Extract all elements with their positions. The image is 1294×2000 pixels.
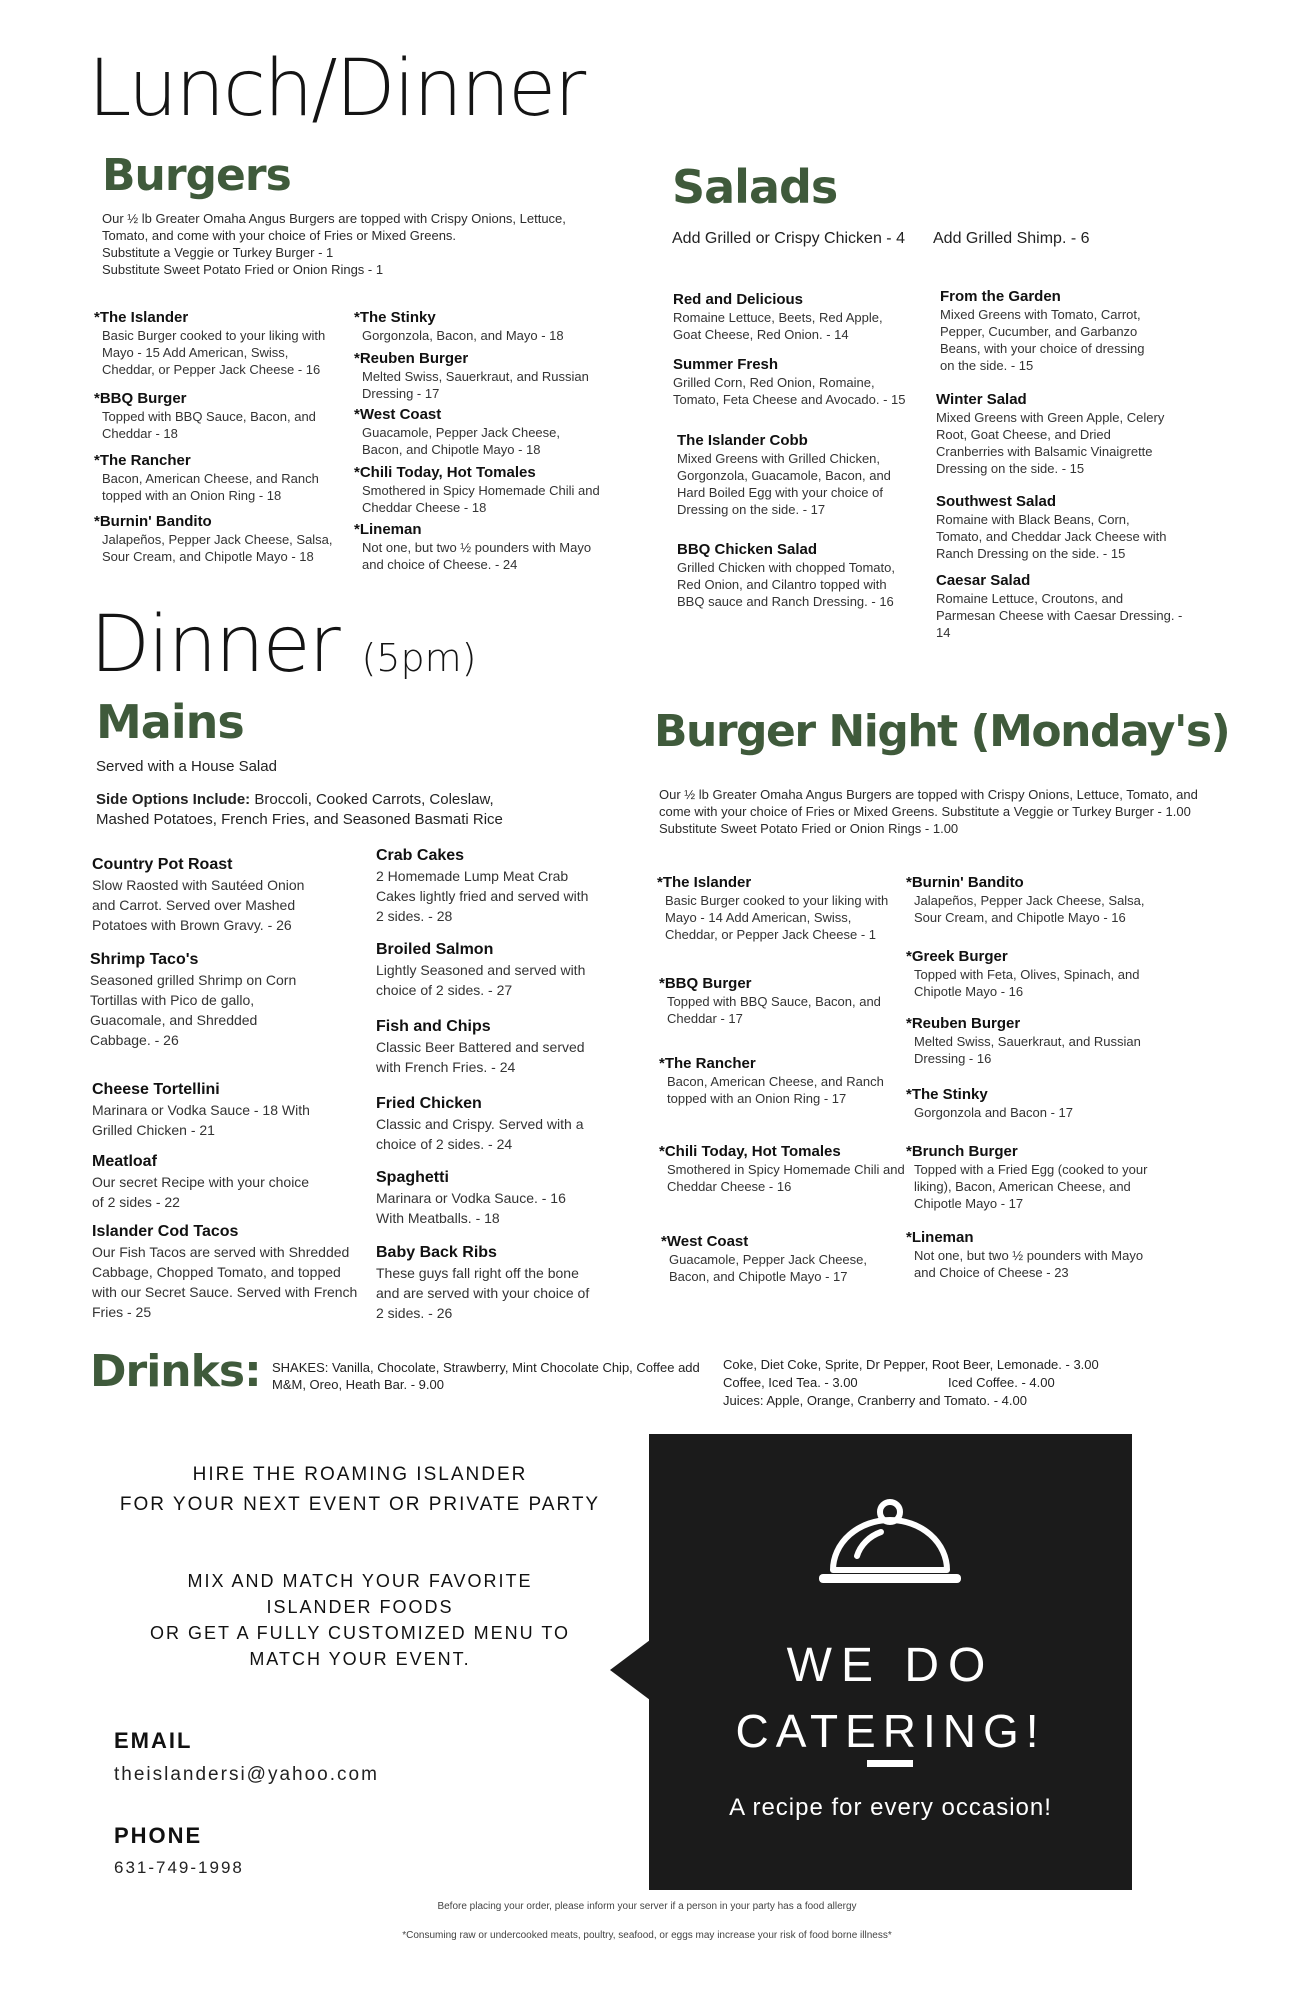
mains-title: Mains <box>96 695 244 749</box>
menu-item: *Chili Today, Hot Tomales Smothered in Spicy Homemade Chili and Cheddar Cheese - 16 <box>659 1143 905 1194</box>
page-title: Lunch/Dinner <box>88 44 585 134</box>
burger-night-intro: Our ½ lb Greater Omaha Angus Burgers are topped with Crispy Onions, Lettuce, Tomato, and come with your choice of Fries or Mixed Greens. Substitute a Veggie or Turkey Burger - 1.00 Substitute Sweet Potato Fried or Onion Rings - 1.00 <box>659 787 1198 836</box>
sides-label: Side Options Include: <box>96 791 251 808</box>
hire-line-2: FOR YOUR NEXT EVENT OR PRIVATE PARTY <box>119 1494 601 1515</box>
dinner-title <box>90 600 476 703</box>
menu-item: Country Pot Roast Slow Raosted with Sautéed Onion and Carrot. Served over Mashed Potatoes with Brown Gravy. - 26 <box>92 856 305 933</box>
menu-item: *The Islander Basic Burger cooked to your liking with Mayo - 15 Add American, Swiss, Cheddar, or Pepper Jack Cheese - 16 <box>94 309 326 377</box>
mains-sides <box>96 790 516 830</box>
mix-line-3: OR GET A FULLY CUSTOMIZED MENU TO <box>149 1623 571 1643</box>
burger-night-title: Burger Night (Monday's) <box>654 706 1230 757</box>
menu-item: Winter Salad Mixed Greens with Green Apple, Celery Root, Goat Cheese, and Dried Cranberries with Balsamic Vinaigrette Dressing on the side. - 15 <box>936 391 1165 476</box>
mix-line-4: MATCH YOUR EVENT. <box>249 1649 471 1669</box>
menu-item: Fish and Chips Classic Beer Battered and served with French Fries. - 24 <box>376 1018 585 1075</box>
phone-number[interactable]: 631-749-1998 <box>114 1858 244 1877</box>
menu-item: Crab Cakes 2 Homemade Lump Meat Crab Cakes lightly fried and served with 2 sides. - 28 <box>376 847 589 924</box>
salads-title: Salads <box>672 160 838 214</box>
menu-item: Caesar Salad Romaine Lettuce, Croutons, and Parmesan Cheese with Caesar Dressing. - 14 <box>936 572 1183 640</box>
salad-add-shrimp: Add Grilled Shimp. - 6 <box>933 230 1090 247</box>
menu-item: *Lineman Not one, but two ½ pounders with Mayo and Choice of Cheese - 23 <box>906 1229 1144 1280</box>
menu-item: Red and Delicious Romaine Lettuce, Beets, Red Apple, Goat Cheese, Red Onion. - 14 <box>673 291 883 342</box>
email-label: EMAIL <box>114 1728 193 1753</box>
menu-item: The Islander Cobb Mixed Greens with Grilled Chicken, Gorgonzola, Guacamole, Bacon, and Hard Boiled Egg with your choice of Dressing on the side. - 17 <box>677 432 891 517</box>
drinks-title: Drinks: <box>90 1346 261 1397</box>
allergy-notice: Before placing your order, please inform your server if a person in your party has a food allergy <box>437 1901 857 1912</box>
catering-text: CATERING! <box>735 1705 1046 1757</box>
dinner-time: (5pm) <box>361 636 477 680</box>
drinks-juices: Juices: Apple, Orange, Cranberry and Tomato. - 4.00 <box>723 1393 1027 1408</box>
menu-item: *Reuben Burger Melted Swiss, Sauerkraut, and Russian Dressing - 16 <box>906 1015 1141 1066</box>
drinks-sodas: Coke, Diet Coke, Sprite, Dr Pepper, Root Beer, Lemonade. - 3.00 <box>723 1357 1099 1372</box>
menu-item: Fried Chicken Classic and Crispy. Served with a choice of 2 sides. - 24 <box>376 1095 584 1152</box>
menu-item: Summer Fresh Grilled Corn, Red Onion, Romaine, Tomato, Feta Cheese and Avocado. - 15 <box>673 356 906 407</box>
menu-item: Spaghetti Marinara or Vodka Sauce. - 16 With Meatballs. - 18 <box>376 1169 566 1226</box>
email-address[interactable]: theislandersi@yahoo.com <box>114 1764 379 1785</box>
menu-item: Islander Cod Tacos Our Fish Tacos are served with Shredded Cabbage, Chopped Tomato, and topped with our Secret Sauce. Served with French Fries - 25 <box>92 1223 358 1320</box>
catering-pointer <box>610 1640 650 1700</box>
drinks-coffee: Coffee, Iced Tea. - 3.00 <box>723 1375 858 1390</box>
menu-item: *The Stinky Gorgonzola, Bacon, and Mayo - 18 <box>354 309 564 343</box>
drinks-shakes: SHAKES: Vanilla, Chocolate, Strawberry, Mint Chocolate Chip, Coffee add M&M, Oreo, Heath Bar. - 9.00 <box>272 1360 700 1392</box>
menu-item: *The Rancher Bacon, American Cheese, and Ranch topped with an Onion Ring - 18 <box>94 452 319 503</box>
menu-item: Meatloaf Our secret Recipe with your choice of 2 sides - 22 <box>92 1153 310 1210</box>
we-do-text: WE DO <box>786 1639 995 1692</box>
menu-item: *The Islander Basic Burger cooked to your liking with Mayo - 14 Add American, Swiss, Cheddar, or Pepper Jack Cheese - 1 <box>657 874 889 942</box>
menu-item: From the Garden Mixed Greens with Tomato, Carrot, Pepper, Cucumber, and Garbanzo Beans, with your choice of dressing on the side. - 15 <box>940 288 1145 373</box>
mains-served: Served with a House Salad <box>96 758 277 775</box>
menu-item: Southwest Salad Romaine with Black Beans, Corn, Tomato, and Cheddar Jack Cheese with Ranch Dressing on the side. - 15 <box>936 493 1167 561</box>
sides-text: Broccoli, Cooked Carrots, Coleslaw, Mashed Potatoes, French Fries, and Seasoned Basmati Rice <box>96 791 503 828</box>
menu-item: *The Stinky Gorgonzola and Bacon - 17 <box>906 1086 1073 1120</box>
menu-item: *West Coast Guacamole, Pepper Jack Cheese, Bacon, and Chipotle Mayo - 17 <box>661 1233 867 1284</box>
cloche-icon <box>815 1494 965 1594</box>
menu-item: BBQ Chicken Salad Grilled Chicken with chopped Tomato, Red Onion, and Cilantro topped with BBQ sauce and Ranch Dressing. - 16 <box>677 541 895 609</box>
hire-text <box>80 1460 640 1520</box>
burgers-title: Burgers <box>102 150 291 201</box>
menu-item: Cheese Tortellini Marinara or Vodka Sauce - 18 With Grilled Chicken - 21 <box>92 1081 310 1138</box>
burgers-intro: Our ½ lb Greater Omaha Angus Burgers are topped with Crispy Onions, Lettuce, Tomato, and come with your choice of Fries or Mixed Greens. Substitute a Veggie or Turkey Burger - 1 Substitute Sweet Potato Fried or Onion Rings - 1 <box>102 211 566 277</box>
menu-item: *West Coast Guacamole, Pepper Jack Cheese, Bacon, and Chipotle Mayo - 18 <box>354 406 560 457</box>
catering-tagline: A recipe for every occasion! <box>729 1794 1052 1821</box>
menu-item: Baby Back Ribs These guys fall right off the bone and are served with your choice of 2 sides. - 26 <box>376 1244 590 1321</box>
hire-line-1: HIRE THE ROAMING ISLANDER <box>192 1464 528 1485</box>
mix-line-1: MIX AND MATCH YOUR FAVORITE <box>187 1571 533 1591</box>
menu-item: *Burnin' Bandito Jalapeños, Pepper Jack Cheese, Salsa, Sour Cream, and Chipotle Mayo - 16 <box>906 874 1145 925</box>
menu-item: *Reuben Burger Melted Swiss, Sauerkraut, and Russian Dressing - 17 <box>354 350 589 401</box>
menu-item: Shrimp Taco's Seasoned grilled Shrimp on Corn Tortillas with Pico de gallo, Guacomale, and Shredded Cabbage. - 26 <box>90 951 297 1048</box>
menu-item: *Brunch Burger Topped with a Fried Egg (cooked to your liking), Bacon, American Cheese, and Chipotle Mayo - 17 <box>906 1143 1148 1211</box>
catering-box <box>649 1434 1132 1890</box>
mix-match-text <box>80 1568 640 1672</box>
menu-item: *Burnin' Bandito Jalapeños, Pepper Jack Cheese, Salsa, Sour Cream, and Chipotle Mayo - 18 <box>94 513 333 564</box>
drinks-iced-coffee: Iced Coffee. - 4.00 <box>948 1375 1055 1390</box>
salad-add-chicken: Add Grilled or Crispy Chicken - 4 <box>672 230 905 247</box>
menu-item: *BBQ Burger Topped with BBQ Sauce, Bacon, and Cheddar - 18 <box>94 390 316 441</box>
phone-label: PHONE <box>114 1823 203 1848</box>
catering-divider <box>867 1760 913 1767</box>
menu-item: *Greek Burger Topped with Feta, Olives, Spinach, and Chipotle Mayo - 16 <box>906 948 1140 999</box>
dinner-word: Dinner <box>90 600 339 690</box>
mix-line-2: ISLANDER FOODS <box>266 1597 454 1617</box>
menu-item: *The Rancher Bacon, American Cheese, and Ranch topped with an Onion Ring - 17 <box>659 1055 884 1106</box>
menu-item: Broiled Salmon Lightly Seasoned and served with choice of 2 sides. - 27 <box>376 941 586 998</box>
raw-food-warning: *Consuming raw or undercooked meats, poultry, seafood, or eggs may increase your risk of food borne illness* <box>402 1930 892 1941</box>
menu-item: *Chili Today, Hot Tomales Smothered in Spicy Homemade Chili and Cheddar Cheese - 18 <box>354 464 600 515</box>
menu-item: *Lineman Not one, but two ½ pounders with Mayo and choice of Cheese. - 24 <box>354 521 592 572</box>
menu-item: *BBQ Burger Topped with BBQ Sauce, Bacon, and Cheddar - 17 <box>659 975 881 1026</box>
